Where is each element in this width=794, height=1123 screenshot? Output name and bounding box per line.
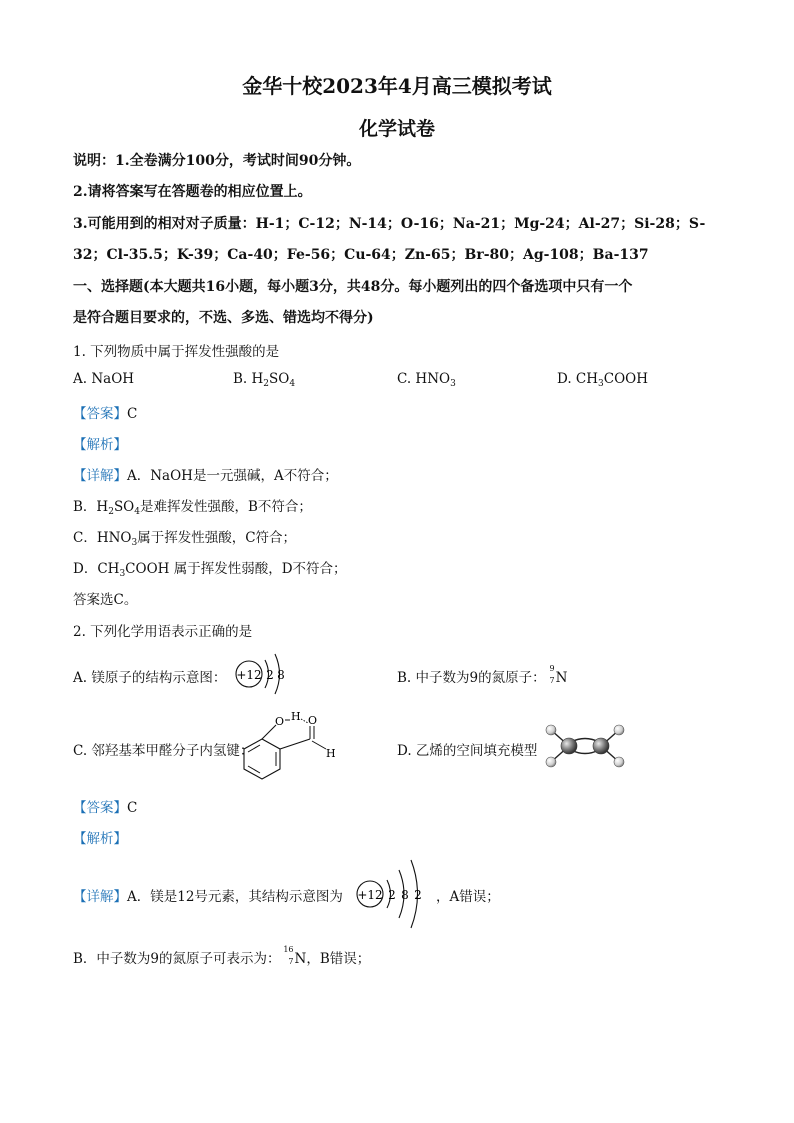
q1-option-a: A. NaOH	[73, 371, 135, 387]
q2-detail-a: 【详解】A．镁是12号元素，其结构示意图为	[73, 889, 343, 905]
q2-option-b: B. 中子数为9的氮原子： 9 7 N	[397, 664, 568, 686]
section-heading-line-1: 一、选择题(本大题共16小题，每小题3分，共48分。每小题列出的四个备选项中只有一个	[73, 279, 633, 295]
q1-analysis-tag: 【解析】	[73, 437, 127, 453]
q2-answer: 【答案】C	[73, 800, 138, 816]
instruction-line-3: 3.可能用到的相对对子质量：H-1；C-12；N-14；O-16；Na-21；Mg-24；Al-27；Si-28；S-	[73, 216, 706, 232]
exam-subtitle: 化学试卷	[358, 118, 435, 140]
q2-stem: 2. 下列化学用语表示正确的是	[73, 624, 253, 640]
magnesium-atom-full-diagram	[354, 858, 434, 930]
q1-detail-b: B．$H_2SO_4$是难挥发性强酸，B不符合；	[73, 499, 312, 517]
full-shell-1: 2	[388, 888, 396, 902]
q1-detail-d: D．$CH_3COOH$ 属于挥发性弱酸，D不符合；	[73, 561, 347, 579]
section-heading-line-2: 是符合题目要求的，不选、多选、错选均不得分)	[73, 310, 374, 326]
hydroxyl-hydrogen: H	[291, 710, 301, 723]
q1-answer: 【答案】C	[73, 406, 138, 422]
answer-tag: 【答案】	[73, 406, 127, 422]
shell-2-electrons: 8	[277, 668, 285, 682]
exam-title: 金华十校2023年4月高三模拟考试	[242, 74, 552, 98]
instruction-line-2: 2.请将答案写在答题卷的相应位置上。	[73, 184, 312, 200]
q2-option-a-label: A. 镁原子的结构示意图：	[73, 670, 227, 686]
q1-option-c: C. $HNO_3$	[397, 371, 456, 389]
ethylene-space-filling-model	[541, 722, 631, 770]
q1-option-d: D. $CH_3COOH$	[557, 371, 649, 389]
o-hydroxybenzaldehyde-structure	[232, 703, 342, 781]
q2-option-d-label: D. 乙烯的空间填充模型	[397, 743, 538, 759]
q1-option-b: B. $H_2SO_4$	[233, 371, 296, 389]
q1-conclusion: 答案选C。	[73, 592, 138, 608]
q1-detail-a: 【详解】A．NaOH是一元强碱，A不符合；	[73, 468, 338, 484]
aldehyde-hydrogen: H	[326, 747, 336, 760]
q1-detail-c: C．$HNO_3$属于挥发性强酸，C符合；	[73, 530, 297, 548]
nucleus-charge: +12	[236, 668, 262, 682]
q2-analysis-tag: 【解析】	[73, 831, 127, 847]
q2-option-c-label: C. 邻羟基苯甲醛分子内氢键：	[73, 743, 254, 759]
q2-detail-a-suffix: ，A错误；	[436, 889, 500, 905]
instruction-line-1: 说明：1.全卷满分100分，考试时间90分钟。	[73, 153, 361, 169]
magnesium-atom-diagram	[232, 650, 292, 696]
shell-1-electrons: 2	[266, 668, 274, 682]
full-shell-2: 8	[401, 888, 409, 902]
q2-detail-b: B．中子数为9的氮原子可表示为： 16 7 N，B错误；	[73, 945, 371, 967]
full-nucleus-charge: +12	[357, 888, 383, 902]
q1-stem: 1. 下列物质中属于挥发性强酸的是	[73, 344, 280, 360]
instruction-line-4: 32；Cl-35.5；K-39；Ca-40；Fe-56；Cu-64；Zn-65；Br-80；Ag-108；Ba-137	[73, 247, 649, 263]
carbonyl-oxygen: O	[308, 714, 318, 727]
full-shell-3: 2	[414, 888, 422, 902]
hydroxyl-oxygen: O	[275, 715, 285, 728]
